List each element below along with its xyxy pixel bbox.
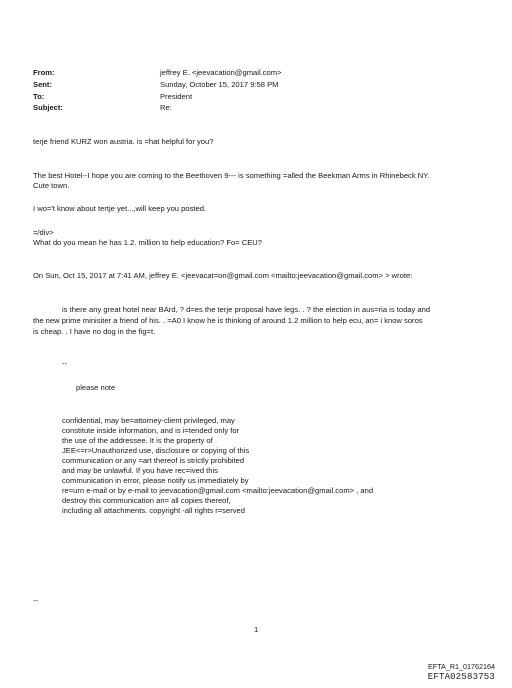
from-value: jeffrey E. <jeevacation@gmail.com>: [160, 68, 282, 77]
body-question-line: What do you mean he has 1.2. million to help education? Fo= CEU?: [33, 238, 263, 247]
confidentiality-line: and may be unlawful. If you have rec=ived this: [62, 466, 218, 475]
page-number: 1: [254, 625, 259, 634]
to-value: President: [160, 92, 193, 101]
signature-dashes-1: --: [62, 359, 68, 368]
body-para-2-line-2: Cute town.: [33, 181, 70, 190]
body-para-2-line-1: The best Hotel--I hope you are coming to the Beethoven 9--- is something =alled the Beekman Arms in Rhinebeck NY.: [33, 171, 430, 180]
body-div-line: =/div>: [33, 228, 54, 237]
quote-line-1: is there any great hotel near BArd, ? d=es the terje proposal have legs. . ? the election in aus=ria is today and: [62, 305, 431, 314]
doc-id-small: EFTA_R1_01762164: [428, 662, 495, 671]
confidentiality-line: communication in error, please notify us immediately by: [62, 476, 249, 485]
from-label: From:: [33, 68, 55, 77]
confidentiality-line: the use of the addressee. It is the property of: [62, 436, 213, 445]
sent-value: Sunday, October 15, 2017 9:58 PM: [160, 80, 279, 89]
quote-line-2: the new prime minisiter a friend of his. . =A0 I know he is thinking of around 1.2 million to help ecu, an= i know soros: [33, 316, 423, 325]
confidentiality-line: including all attachments. copyright -all rights r=served: [62, 506, 245, 515]
confidentiality-line: constitute inside information, and is i=tended only for: [62, 426, 240, 435]
signature-dashes-2: --: [33, 596, 39, 605]
subject-label: Subject:: [33, 103, 63, 112]
confidentiality-line: JEE<=r>Unauthorized use, disclosure or copying of this: [62, 446, 250, 455]
confidentiality-line: communication or any =art thereof is strictly prohibited: [62, 456, 245, 465]
please-note-line: please note: [76, 383, 116, 392]
quote-header: On Sun, Oct 15, 2017 at 7:41 AM, jeffrey E. <jeevacat=on@gmail.com <mailto:jeevacation@gmail.com> > wrote:: [33, 271, 413, 280]
body-line-1: terje friend KURZ won austria. is =hat helpful for you?: [33, 137, 214, 146]
confidentiality-line: confidential, may be=attorney-client privileged, may: [62, 416, 235, 425]
sent-label: Sent:: [33, 80, 52, 89]
to-label: To:: [33, 92, 45, 101]
body-line-3: I wo='t know about tertje yet...,will keep you posted.: [33, 204, 207, 213]
confidentiality-notice: [62, 416, 373, 516]
confidentiality-line: destroy this communication an= all copies thereof,: [62, 496, 231, 505]
doc-id-large: EFTA02583753: [427, 672, 495, 682]
quote-line-3: is cheap. . I have no dog in the fig=t.: [33, 327, 156, 336]
confidentiality-line: re=urn e-mail or by e-mail to jeevacation@gmail.com <mailto:jeevacation@gmail.com> , and: [62, 486, 374, 495]
subject-value: Re:: [160, 103, 172, 112]
